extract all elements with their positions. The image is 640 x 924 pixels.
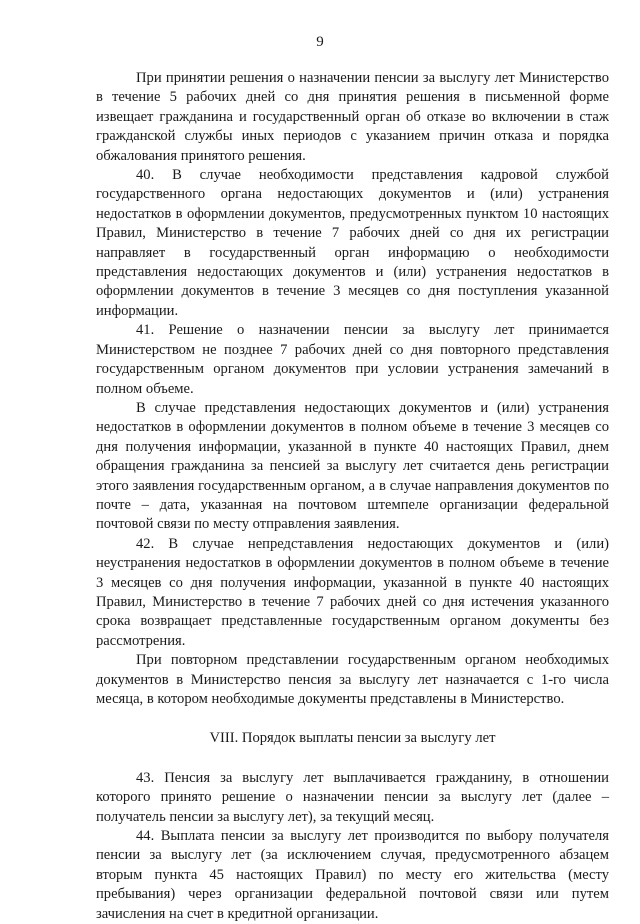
- paragraph-item-42: 42. В случае непредставления недостающих документов и (или) неустранения недостатков в оформлении документов в полном объеме в течение 3 месяцев со дня получения информации, указанной в пункте 40 настоящих Правил, Министерство в течение 7 рабочих дней со дня истечения указанного срока возвращает представленные государственным органом документы без рассмотрения.: [96, 535, 609, 649]
- paragraph-item-40: 40. В случае необходимости представления кадровой службой государственного органа недостающих документов и (или) устранения недостатков в оформлении документов, предусмотренных пунктом 10 настоящих Правил, Министерство в течение 7 рабочих дней со дня их регистрации направляет в государственный орган информацию о необходимости представления недостающих документов и (или) устранения недостатков в оформлении документов в течение 3 месяцев со дня поступления указанной информации.: [96, 167, 609, 319]
- paragraph-decision-notice: При принятии решения о назначении пенсии за выслугу лет Министерство в течение 5 рабочих дней со дня принятия решения в письменной форме извещает гражданина и государственный орган об отказе во включении в стаж гражданской службы иных периодов с указанием причин отказа и порядка обжалования принятого решения.: [96, 70, 609, 164]
- paragraph-item-41: 41. Решение о назначении пенсии за выслугу лет принимается Министерством не позднее 7 рабочих дней со дня повторного представления государственным органом документов при условии устранения замечаний в полном объеме.: [96, 322, 609, 397]
- paragraph-item-42-continuation: При повторном представлении государственным органом необходимых документов в Министерство пенсия за выслугу лет назначается с 1-го числа месяца, в котором необходимые документы представлены в Министерство.: [96, 652, 609, 707]
- document-body: [96, 69, 609, 924]
- section-heading: VIII. Порядок выплаты пенсии за выслугу лет: [209, 730, 496, 747]
- paragraph-item-44: 44. Выплата пенсии за выслугу лет производится по выбору получателя пенсии за выслугу лет (за исключением случая, предусмотренного абзацем вторым пункта 45 настоящих Правил) по месту его жительства (месту пребывания) через организации федеральной почтовой связи или путем зачисления на счет в кредитной организации.: [96, 828, 609, 922]
- paragraph-item-43: 43. Пенсия за выслугу лет выплачивается гражданину, в отношении которого принято решение о назначении пенсии за выслугу лет (далее – получатель пенсии за выслугу лет), за текущий месяц.: [96, 769, 609, 825]
- page-number: 9: [316, 34, 324, 50]
- paragraph-item-41-continuation: В случае представления недостающих документов и (или) устранения недостатков в оформлении документов в полном объеме в течение 3 месяцев со дня получения информации, указанной в пункте 40 настоящих Правил, днем обращения гражданина за пенсией за выслугу лет считается день регистрации этого заявления государственным органом, а в случае направления документов по почте – дата, указанная на почтовом штемпеле организации федеральной почтовой связи по месту отправления заявления.: [96, 399, 609, 533]
